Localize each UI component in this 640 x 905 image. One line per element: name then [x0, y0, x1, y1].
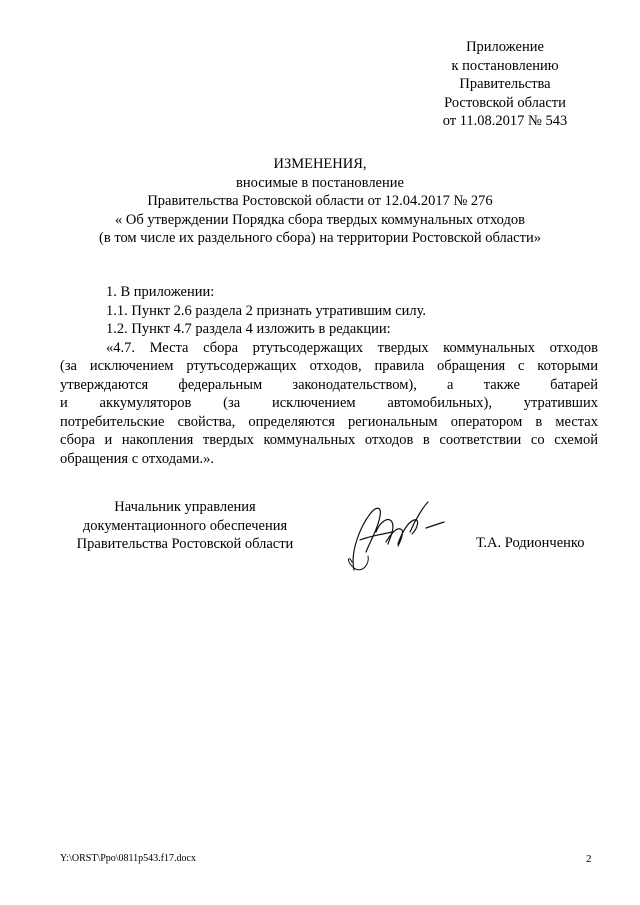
- annex-line: Приложение: [466, 39, 544, 55]
- signer-name: Т.А. Родионченко: [476, 535, 585, 551]
- position-line: Правительства Ростовской области: [76, 536, 294, 552]
- title-line: (в том числе их раздельного сбора) на территории Ростовской области»: [99, 230, 541, 246]
- quote-line: «4.7. Места сбора ртутьсодержащих твердых коммунальных отходов: [106, 339, 598, 356]
- title-heading: ИЗМЕНЕНИЯ,: [273, 156, 367, 172]
- paragraph-1-2: 1.2. Пункт 4.7 раздела 4 изложить в редакции:: [106, 321, 391, 337]
- position-line: документационного обеспечения: [82, 517, 288, 534]
- annex-line: к постановлению: [451, 57, 559, 74]
- document-title: [60, 155, 580, 248]
- quote-line: потребительские свойства, определяются региональным оператором в местах: [60, 413, 598, 430]
- file-path: Y:\ORST\Ppo\0811p543.f17.docx: [60, 853, 196, 864]
- paragraph-1: 1. В приложении:: [106, 284, 215, 300]
- annex-block: [420, 38, 590, 131]
- annex-line: от 11.08.2017 № 543: [442, 113, 568, 129]
- quote-line: обращения с отходами.».: [60, 450, 214, 467]
- handwritten-signature: [340, 492, 450, 587]
- annex-line: Ростовской области: [444, 94, 566, 111]
- quote-line: и аккумуляторов (за исключением автомобильных), утративших: [60, 395, 598, 411]
- annex-line: Правительства: [459, 76, 551, 92]
- title-line: Правительства Ростовской области от 12.04.2017 № 276: [147, 193, 493, 209]
- page-number: 2: [586, 853, 592, 865]
- quote-line: сбора и накопления твердых коммунальных отходов в соответствии со схемой: [60, 432, 598, 448]
- paragraph-1-1: 1.1. Пункт 2.6 раздела 2 признать утратившим силу.: [106, 302, 427, 319]
- title-line: « Об утверждении Порядка сбора твердых коммунальных отходов: [115, 211, 525, 228]
- title-line: вносимые в постановление: [236, 174, 404, 191]
- quote-line: утверждаются федеральным законодательством), а также батарей: [60, 376, 598, 393]
- position-line: Начальник управления: [114, 499, 256, 515]
- signer-position: [60, 498, 310, 554]
- quote-line: (за исключением ртутьсодержащих отходов, правила обращения с которыми: [60, 358, 598, 374]
